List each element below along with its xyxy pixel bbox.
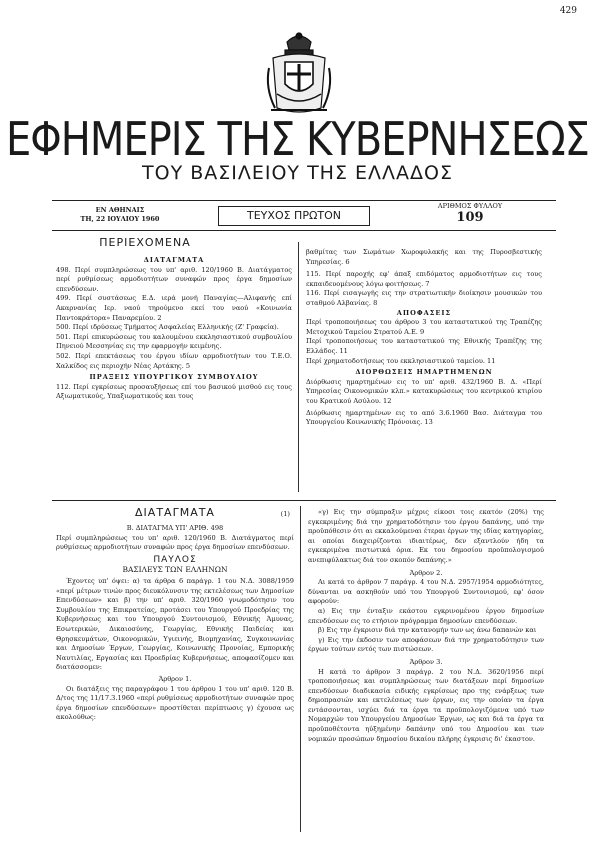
contents-entry: βαθμίτας των Σωμάτων Χωροφυλακής και της Πυροσβεστικής Υπηρεσίας. 6	[306, 248, 542, 266]
contents-entry: 116. Περί εισαγωγής εις την στρατιωτικήν διοίκησιν μουσικών του σταθμού Αλβανίας. 8	[306, 289, 542, 307]
header-top-rule	[52, 200, 556, 201]
decree-title: Περί συμπληρώσεως του υπ' αριθ. 120/1960 Β. Διατάγματος περί ρυθμίσεως αρμοδιοτήτων συναφών προς έργα δημοσίων επενδύσεων.	[56, 533, 294, 552]
contents-divider	[298, 242, 299, 492]
issue-label: ΤΕΥΧΟΣ ΠΡΩΤΟΝ	[218, 206, 370, 226]
contents-entry: 112. Περί εγκρίσεως προσαυξήσεως επί του βασικού μισθού εις τους Αξιωματικούς, Υπαξιωματικούς και τους	[56, 382, 292, 401]
body-divider	[300, 506, 301, 832]
article-1-heading: Άρθρον 1.	[158, 674, 192, 683]
sheet-number: 109	[456, 210, 484, 225]
header-bottom-rule	[52, 230, 556, 231]
article-2-item-a: α) Εις την ένταξιν εκάστου εγκρινομένου έργου δημοσίων επενδύσεων εις το ετήσιον πρόγραμμα δημοσίων επενδύσεων.	[308, 606, 544, 625]
gazette-subtitle: ΤΟΥ ΒΑΣΙΛΕΙΟΥ ΤΗΣ ΕΛΛΑΔΟΣ	[142, 162, 453, 184]
contents-entry: Διόρθωσις ημαρτημένων εις το υπ' αριθ. 432/1960 Β. Δ. «Περί Υπηρεσίας Οικονομικών κλπ.» κατακυρώσεως του κεντρικού κτιρίου του Κρατικού Ασύλου. 12	[306, 377, 542, 405]
section-decisions: ΑΠΟΦΑΣΕΙΣ	[396, 308, 452, 317]
royal-coat-of-arms-icon	[263, 28, 335, 120]
article-2-heading: Άρθρον 2.	[409, 568, 443, 577]
article-1-text: Οι διατάξεις της παραγράφου 1 του άρθρου 1 του υπ' αριθ. 120 Β. Δ/τος της 11/17.3.1960 «περί ρυθμίσεως αρμοδιοτήτων συναφών προς έργα δημοσίων επενδύσεων» προστίθεται περίπτωσις γ) έχουσα ως ακολούθως:	[56, 684, 294, 722]
article-3-text: Η κατά το άρθρον 3 παράγρ. 2 του Ν.Δ. 3620/1956 περί τροποποιήσεως και συμπληρώσεως των διατάξεων περί δημοσίων επενδύσεων διαδικασία ειδικής εγκρίσεως προ της ενάρξεως των δημοπρασιών και εκτελέσεως των έργων, εις την οποίαν τα έργα εντάσσονται, ισχύει διά τα έργα τα προϋπολογιζόμενα υπό των Νομαρχών του Υπουργείου Δημοσίων Έργων, ως και διά τα έργα τα προϋποθέτοντα ηύξημένην δαπάνην υπό του Δημοσίου και των νομικών προσώπων δημοσίου δικαίου πλήρης έγκρισις δι' έκαστον.	[308, 667, 544, 743]
contents-entry: Περί χρηματοδοτήσεως του εκκλησιαστικού ταμείου. 11	[306, 356, 496, 365]
contents-entry: 501. Περί επικυρώσεως του καλουμένου εκκλησιαστικού συμβουλίου Πηνειού Μεσσηνίας εις την εφαρμογήν κειμένης.	[56, 332, 292, 351]
contents-heading: ΠΕΡΙΕΧΟΜΕΝΑ	[99, 236, 191, 249]
contents-right-column	[306, 248, 542, 428]
contents-entry: Περί τροποποιήσεως του καταστατικού της Εθνικής Τραπέζης της Ελλάδος. 11	[306, 337, 542, 355]
decrees-heading: ΔΙΑΤΑΓΜΑΤΑ	[135, 506, 215, 519]
body-right-column	[308, 508, 544, 744]
contents-entry: 499. Περί συστάσεως Ε.Δ. ιερά μονή Παναγίας—Αλιφανής επί Ακαρνανίας Ιερ. ναού τηρούμενο εκεί του ναού «Κοινωνία Παντοκράτορα» Παναρεμίου. 2	[56, 294, 292, 322]
place: ΕΝ ΑΘΗΝΑΙΣ	[95, 206, 145, 214]
preamble-text: Έχοντες υπ' όψει: α) τα άρθρα 6 παράγρ. 1 του Ν.Δ. 3088/1959 «περί μέτρων τινών προς διευκόλυνσιν της εκτελέσεως των Δημοσίων Επενδύσεων» και β) την υπ' αριθ. 320/1960 γνωμοδότησιν του Συμβουλίου της Επικρατείας, προτάσει του Υπουργού Προεδρίας της Κυβερνήσεως και του Υπουργού Συντονισμού, Εθνικής Άμυνας, Εσωτερικών, Δικαιοσύνης, Γεωργίας, Εθνικής Παιδείας και Θρησκευμάτων, Οικονομικών, Υγιεινής, Βιομηχανίας, Συγκοινωνίας και Δημοσίων Έργων, Γεωργίας, Κοινωνικής Προνοίας, Εμπορικής Ναυτιλίας, Εργασίας και Προεδρίας Κυβερνήσεως, αποφασίζομεν και διατάσσομεν:	[56, 576, 294, 672]
issue-place-date	[60, 206, 180, 224]
article-2-item-c: γ) Εις την έκδοσιν των αποφάσεων διά την χρηματοδότησιν των έργων τούτων εντός των πιστώσεων.	[308, 635, 544, 654]
contents-entry: 498. Περί συμπληρώσεως του υπ' αριθ. 120/1960 Β. Διατάγματος περί ρυθμίσεως αρμοδιοτήτων συναφών προς έργα δημοσίων επενδύσεων.	[56, 265, 292, 293]
section-ministry-acts: ΠΡΑΞΕΙΣ ΥΠΟΥΡΓΙΚΟΥ ΣΥΜΒΟΥΛΙΟΥ	[89, 373, 259, 382]
contents-entry: 502. Περί επεκτάσεως του έργου ιδίων αρμοδιοτήτων του Τ.Ε.Ο. Χαλκίδος εις περιοχήν Νέας Αρτάκης. 5	[56, 351, 292, 370]
gazette-title: ΕΦΗΜΕΡΙΣ ΤΗΣ ΚΥΒΕΡΝΗΣΕΩΣ	[6, 113, 589, 167]
article-1-continuation: «γ) Εις την σύμπραξιν μέχρις είκοσι τοις εκατόν (20%) της εγκεκριμένης διά την χρηματοδότησιν του έργου δαπάνης, υπό την προϋπόθεσιν ότι αι εκκαλούμεναι έτεραι έργων της ιδίας κατηγορίας, αι οποίαι διαχειρίζονται ιδιαιτέρως, δεν εξαντλούν ήδη τα εγκεκριμένα πιστωτικά όρια. Εκ του δημοσίου προϋπολογισμού ανεπιφύλακτως διά τον σκοπόν δαπάνης.»	[308, 508, 544, 564]
sheet-label: ΑΡΙΘΜΟΣ ΦΥΛΛΟΥ	[437, 202, 503, 210]
date: ΤΗ, 22 ΙΟΥΛΙΟΥ 1960	[80, 215, 160, 223]
body-left-column	[56, 508, 294, 723]
king-name: ΠΑΥΛΟΣ	[153, 554, 197, 565]
article-2-text: Αι κατά το άρθρον 7 παράγρ. 4 του Ν.Δ. 2957/1954 αρμοδιότητες, δύνανται να ασκηθούν υπό του Υπουργού Συντονισμού, εφ' όσον αφορούν:	[308, 578, 544, 606]
page-number: 429	[559, 6, 577, 16]
contents-left-column	[56, 256, 292, 402]
article-3-heading: Άρθρον 3.	[409, 657, 443, 666]
section-decrees: ΔΙΑΤΑΓΜΑΤΑ	[143, 256, 205, 264]
article-2-item-b: β) Εις την έγκρισιν διά την κατανομήν των ως άνω δαπανών και	[318, 626, 537, 635]
contents-bottom-rule	[52, 500, 556, 501]
king-title: ΒΑΣΙΛΕΥΣ ΤΩΝ ΕΛΛΗΝΩΝ	[122, 565, 228, 575]
section-corrections: ΔΙΟΡΘΩΣΕΙΣ ΗΜΑΡΤΗΜΕΝΩΝ	[355, 368, 493, 377]
contents-entry: Διόρθωσις ημαρτημένων εις το από 3.6.1960 Βασ. Διάταγμα του Υπουργείου Κοινωνικής Πρόνοιας. 13	[306, 408, 542, 427]
contents-entry: Περί τροποποιήσεως του άρθρου 3 του καταστατικού της Τραπέζης Μετοχικού Ταμείου Στρατού Α.Ε. 9	[306, 318, 542, 336]
decree-number: Β. ΔΙΑΤΑΓΜΑ ΥΠ' ΑΡΙΘ. 498	[126, 524, 224, 532]
contents-entry: 115. Περί παροχής εφ' άπαξ επιδόματος αρμοδιοτήτων εις τους εκπαιδευομένους λόγω φοιτήσεως. 7	[306, 270, 542, 288]
sheet-number-block	[410, 202, 530, 225]
contents-entry: 500. Περί ιδρύσεως Τμήματος Ασφαλείας Ελληνικής (Ζ' Γραφεία).	[56, 323, 279, 332]
footnote-mark: (1)	[280, 510, 290, 518]
